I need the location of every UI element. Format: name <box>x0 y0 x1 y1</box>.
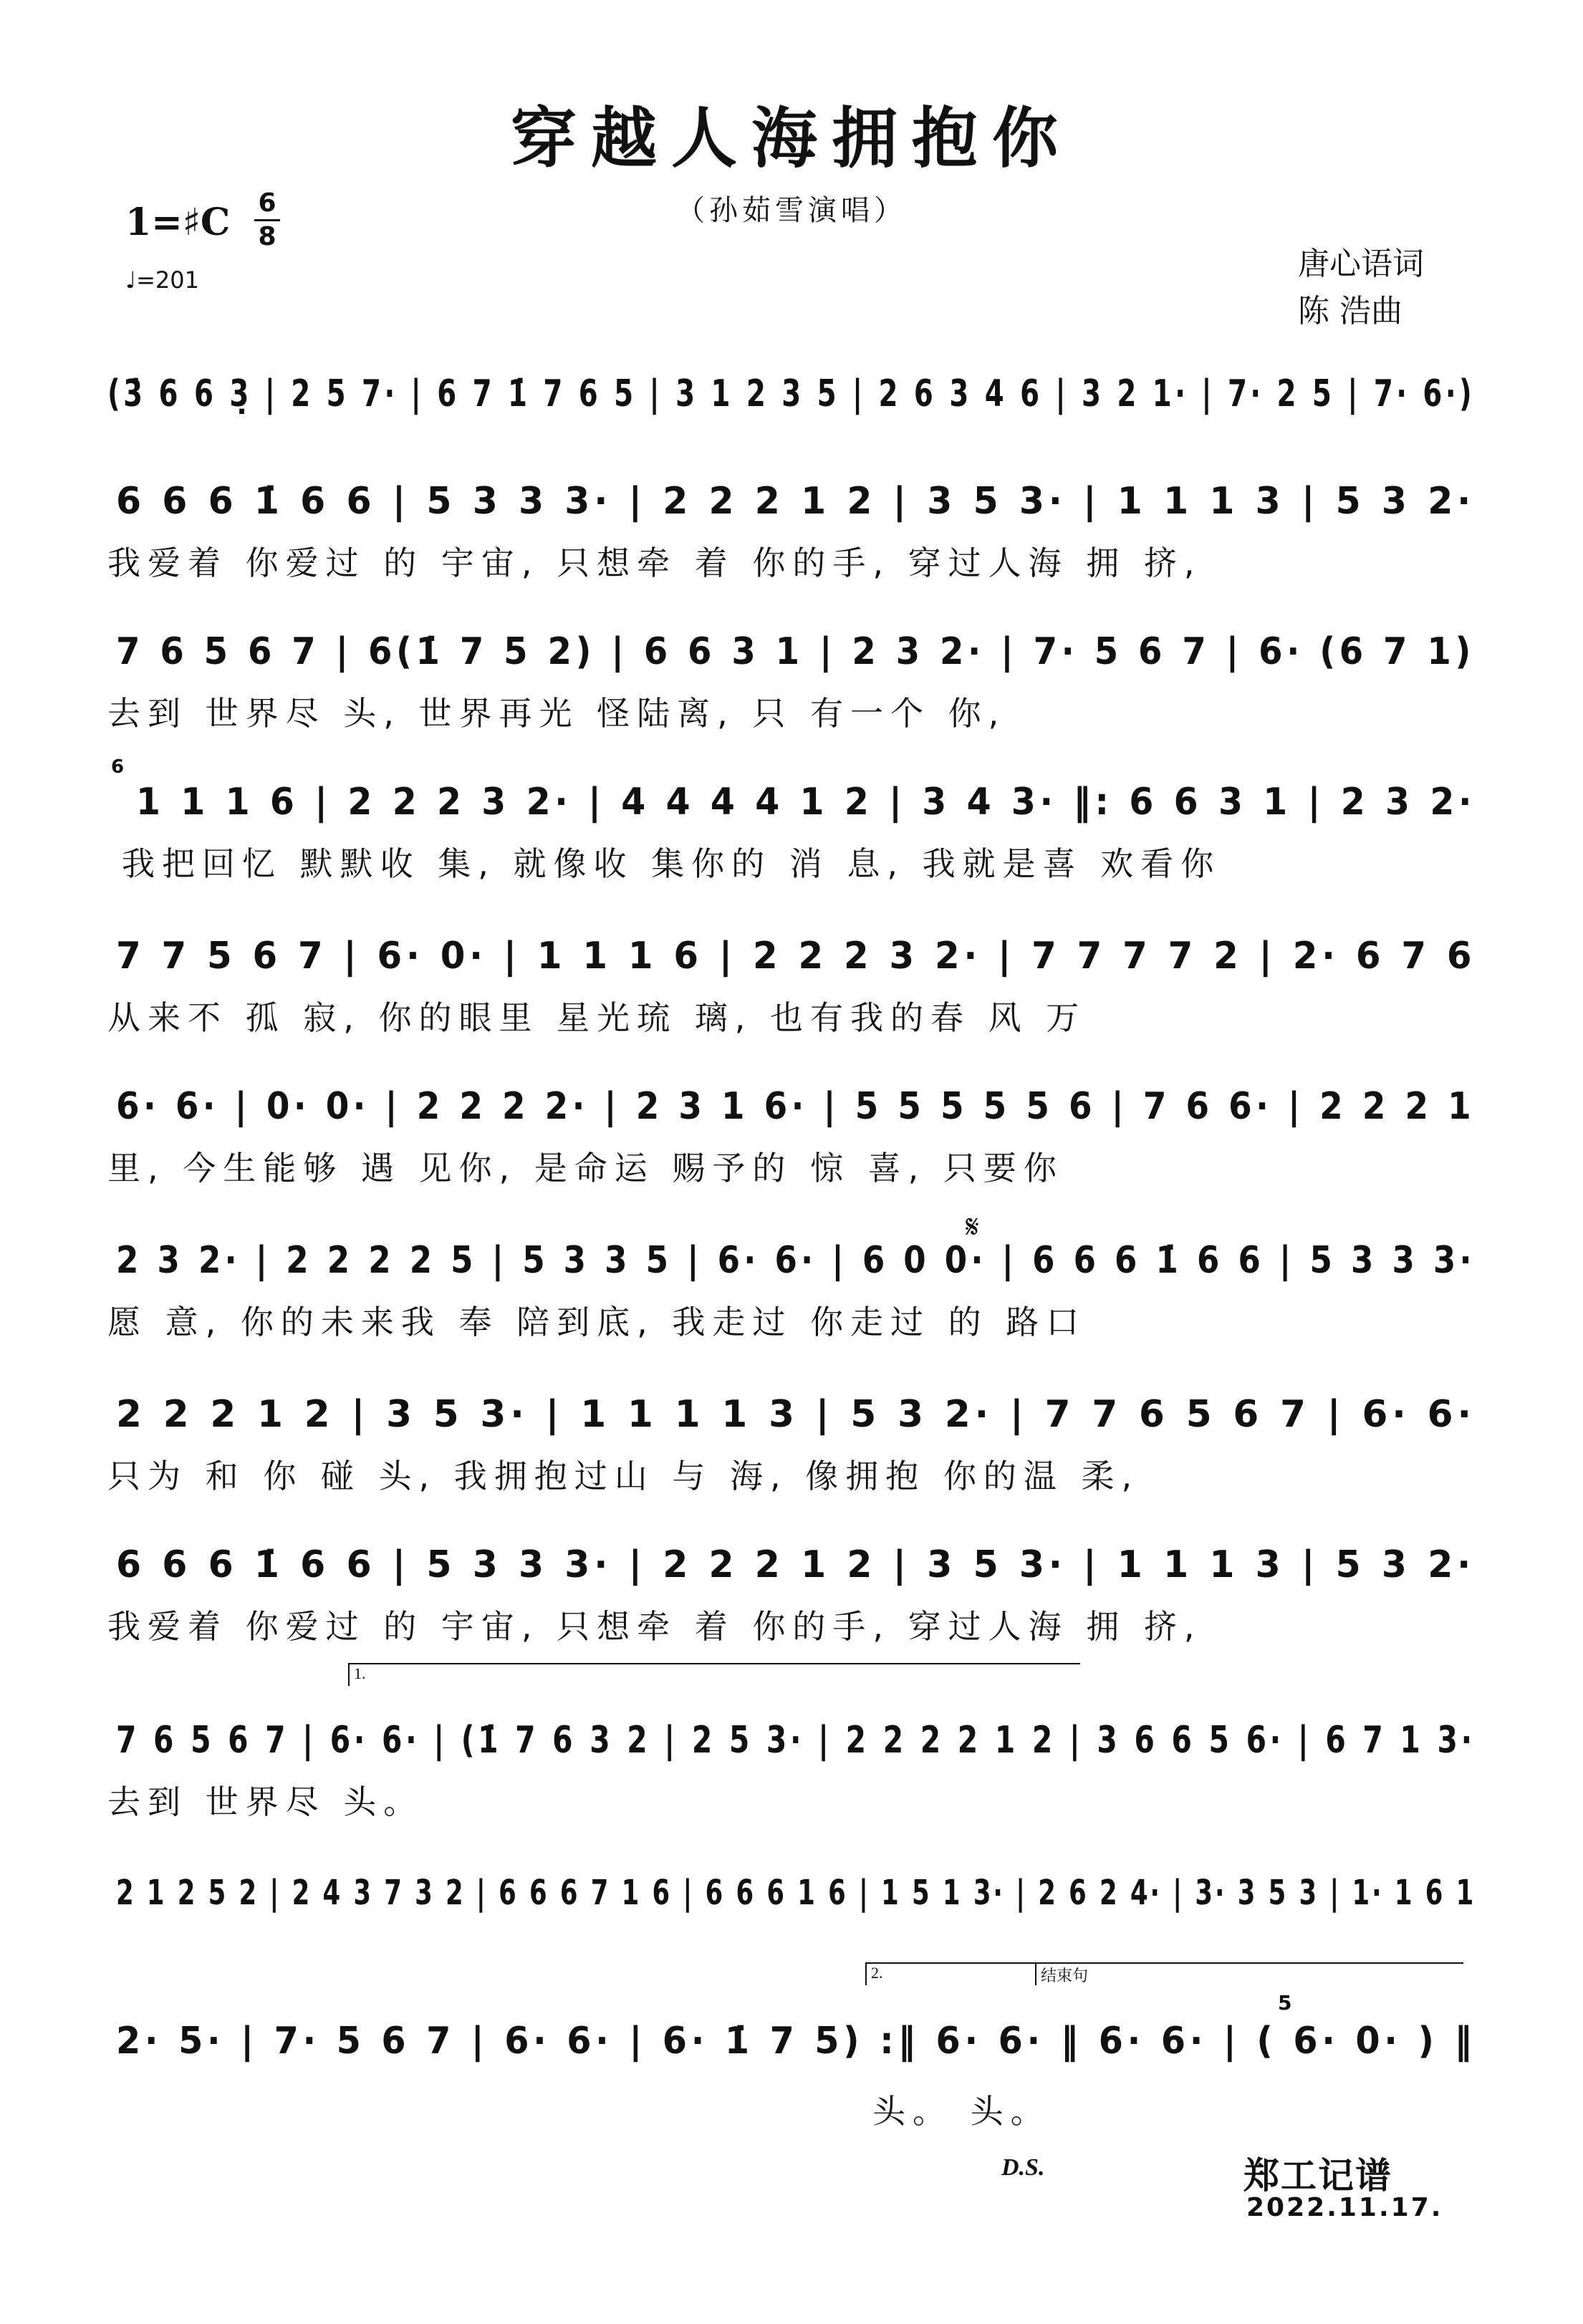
notation-line: 7 7 5 6 7 | 6· 0· | 1 1 1 6 | 2 2 2 3 2· | 7 7 7 7 2 | 2· 6 7 6 <box>116 935 1476 978</box>
lyric-line: 去到 世界尽 头, 世界再光 怪陆离, 只 有一个 你, <box>107 694 1006 733</box>
notation-line: 2 3 2· | 2 2 2 2 5 | 5 3 3 5 | 6· 6· | 6 0 0· | 6 6 6 1̇ 6 6 | 5 3 3 3· <box>116 1239 1476 1282</box>
grace-note: 5 <box>1278 1991 1292 2015</box>
notation-line: 7 6 5 6 7 | 6(1̇ 7 5 2) | 6 6 3 1 | 2 3 2· | 7· 5 6 7 | 6· (6 7 1) <box>116 630 1475 673</box>
notation-line: 6 6 6 1̇ 6 6 | 5 3 3 3· | 2 2 2 1 2 | 3 5 3· | 1 1 1 3 | 5 3 2· <box>116 1543 1476 1586</box>
lyric-line: 从来不 孤 寂, 你的眼里 星光琉 璃, 也有我的春 风 万 <box>107 998 1087 1037</box>
transcription-date: 2022.11.17. <box>1246 2193 1443 2222</box>
lyric-line: 愿 意, 你的未来我 奉 陪到底, 我走过 你走过 的 路口 <box>107 1303 1087 1341</box>
notation-line: (3̇ 6 6 3̣ | 2 5 7· | 6 7 1̇ 7 6 5 | 3 1 2 3 5 | 2 6 3 4 6 | 3 2 1· | 7· 2 5 | 7· 6·) <box>107 372 1476 415</box>
notation-line: 1 1 1 6 | 2 2 2 3 2· | 4 4 4 4 1 2 | 3 4 3· ‖: 6 6 3 1 | 2 3 2· <box>136 781 1476 824</box>
lyric-line: 我把回忆 默默收 集, 就像收 集你的 消 息, 我就是喜 欢看你 <box>122 844 1221 883</box>
time-signature-top: 6 <box>258 188 276 218</box>
key-signature: 1=♯C <box>125 201 231 244</box>
lyricist: 唐心语词 <box>1298 246 1424 282</box>
lyric-line: 里, 今生能够 遇 见你, 是命运 赐予的 惊 喜, 只要你 <box>107 1149 1064 1187</box>
lyric-line: 我爱着 你爱过 的 宇宙, 只想牵 着 你的手, 穿过人海 拥 挤, <box>107 1607 1202 1646</box>
tempo-marking: ♩=201 <box>125 266 199 294</box>
notation-line: 6 6 6 1̇ 6 6 | 5 3 3 3· | 2 2 2 1 2 | 3 5 3· | 1 1 1 3 | 5 3 2· <box>116 480 1476 523</box>
composer: 陈 浩曲 <box>1298 293 1402 329</box>
segno-sign: 𝄋 <box>966 1209 979 1245</box>
volta-2: 2. <box>865 1962 1036 1985</box>
volta-1: 1. <box>348 1663 1080 1686</box>
singer-credit: （孙茹雪演唱） <box>676 194 907 227</box>
time-signature-bottom: 8 <box>258 222 276 251</box>
coda-bracket: 结束句 <box>1035 1962 1463 1985</box>
notation-line: 2 1 2 5 2 | 2 4 3 7 3 2 | 6 6 6 7 1 6 | 6 6 6 1 6 | 1 5 1 3· | 2 6 2 4· | 3· 3 5 3 | 1· 1 6 1 <box>116 1873 1476 1913</box>
lyric-line: 我爱着 你爱过 的 宇宙, 只想牵 着 你的手, 穿过人海 拥 挤, <box>107 544 1202 582</box>
song-title: 穿越人海拥抱你 <box>510 100 1072 177</box>
notation-line: 2 2 2 1 2 | 3 5 3· | 1 1 1 1 3 | 5 3 2· | 7 7 6 5 6 7 | 6· 6· <box>116 1393 1476 1436</box>
notation-line: 7 6 5 6 7 | 6· 6· | (1̇ 7 6 3 2 | 2 5 3· | 2 2 2 2 1 2 | 3 6 6 5 6· | 6 7 1 3· <box>116 1719 1476 1762</box>
dal-segno-marking: D.S. <box>1001 2154 1045 2181</box>
lyric-line: 去到 世界尽 头。 <box>107 1783 424 1821</box>
notation-line: 6· 6· | 0· 0· | 2 2 2 2· | 2 3 1 6· | 5 5 5 5 5 6 | 7 6 6· | 2 2 2 1 <box>116 1085 1476 1128</box>
lyric-line: 头。 头。 <box>872 2092 1051 2131</box>
notation-line: 2· 5· | 7· 5 6 7 | 6· 6· | 6· 1̇ 7 5) :‖ 6· 6· ‖ 6· 6· | ( 6· 0· ) ‖ <box>116 2020 1476 2063</box>
author-credits <box>1298 241 1424 335</box>
time-signature <box>254 188 280 253</box>
grace-note: 6 <box>111 756 125 778</box>
transcriber-credit: 郑工记谱 <box>1243 2155 1392 2197</box>
lyric-line: 只为 和 你 碰 头, 我拥抱过山 与 海, 像拥抱 你的温 柔, <box>107 1457 1140 1495</box>
